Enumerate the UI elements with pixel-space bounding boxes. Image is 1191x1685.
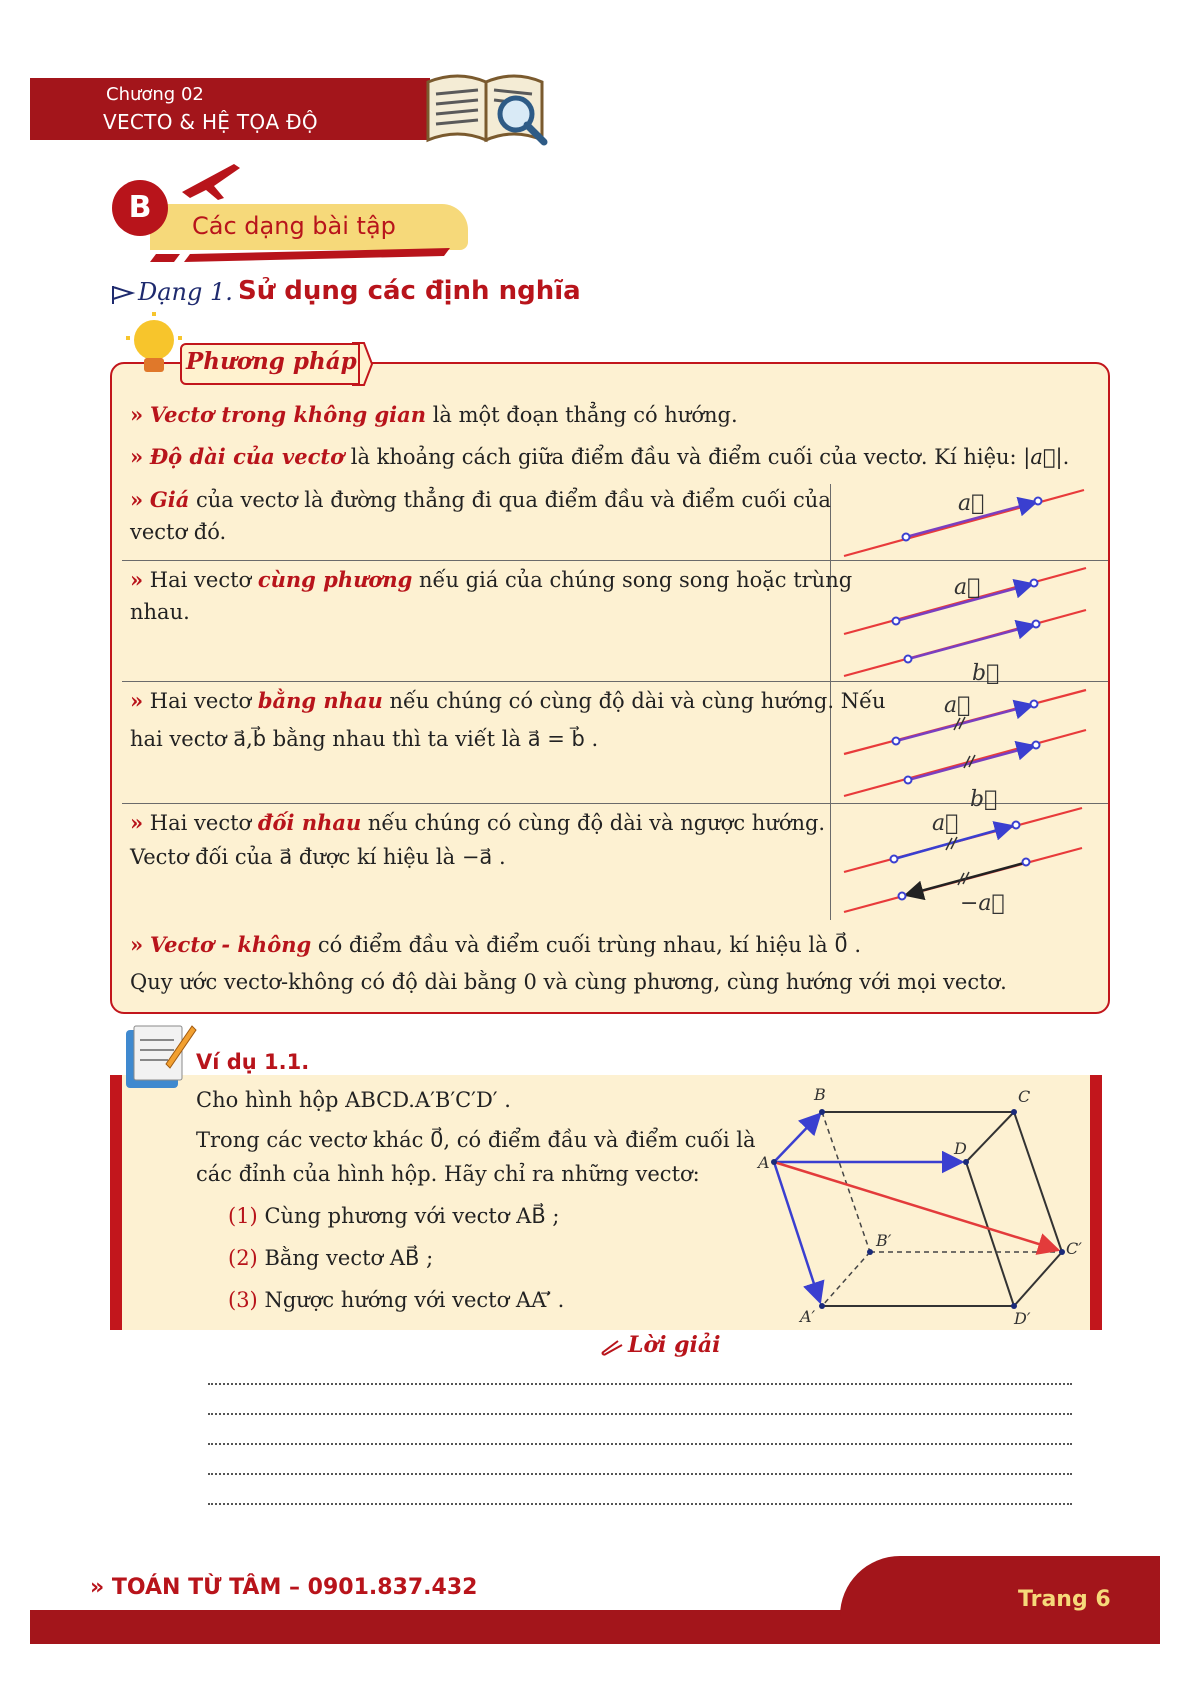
example-left-border: [110, 1075, 122, 1330]
label-a-support: a⃗: [958, 491, 985, 516]
flag-icon: [110, 284, 136, 306]
example-item-3: [228, 1288, 564, 1312]
form-label: Dạng 1.: [138, 278, 233, 306]
def-length-text: là khoảng cách giữa điểm đầu và điểm cuối của vectơ. Kí hiệu:: [344, 445, 1024, 469]
pen-icon: [600, 1337, 624, 1357]
bullet: »: [130, 444, 144, 469]
term-vector: Vectơ trong không gian: [149, 402, 427, 427]
chapter-label: Chương 02: [106, 84, 204, 105]
answer-line: [208, 1412, 1072, 1415]
vertex-C-prime: C′: [1066, 1239, 1082, 1258]
collinear-figure: [844, 568, 1086, 686]
label-a-collinear: a⃗: [954, 575, 981, 600]
section-underline-decoration: [150, 248, 450, 264]
bullet: »: [130, 932, 144, 957]
parallelepiped-figure: [752, 1086, 1082, 1326]
def-collinear-line1: [130, 567, 852, 592]
def-vector-text: là một đoạn thẳng có hướng.: [426, 403, 738, 427]
item-number: (1): [228, 1204, 258, 1228]
vertex-B-prime: B′: [876, 1231, 892, 1250]
support-figure: [844, 490, 1084, 556]
term-length: Độ dài của vectơ: [149, 444, 345, 469]
bullet: »: [130, 567, 144, 592]
example-item-1: [228, 1204, 559, 1228]
example-line1: Cho hình hộp ABCD.A′B′C′D′ .: [196, 1088, 511, 1112]
section-title: Các dạng bài tập: [192, 212, 396, 240]
form-title: Sử dụng các định nghĩa: [238, 276, 581, 306]
vertex-D-prime: D′: [1014, 1309, 1031, 1326]
def-equal-line2: hai vectơ a⃗,b⃗ bằng nhau thì ta viết là a⃗ = b⃗ .: [130, 727, 599, 751]
def-zero-text: có điểm đầu và điểm cuối trùng nhau, kí hiệu là 0⃗ .: [311, 933, 862, 957]
def-collinear-pre: Hai vectơ: [143, 568, 258, 592]
label-a-equal: a⃗: [944, 693, 971, 718]
answer-line: [208, 1472, 1072, 1475]
method-label: Phương pháp: [186, 348, 357, 375]
def-opposite-pre: Hai vectơ: [143, 811, 258, 835]
vertex-B: B: [814, 1086, 826, 1104]
def-support-text: của vectơ là đường thẳng đi qua điểm đầu và điểm cuối của: [189, 488, 831, 512]
plane-icon: [176, 158, 246, 202]
bullet: »: [130, 487, 144, 512]
label-b-equal: b⃗: [970, 787, 998, 812]
label-a-opposite: a⃗: [932, 811, 959, 836]
item-text: Ngược hướng với vectơ AA′⃗ .: [264, 1288, 565, 1312]
term-support: Giá: [149, 487, 190, 512]
vertex-C: C: [1018, 1087, 1031, 1106]
term-collinear: cùng phương: [257, 567, 413, 592]
def-equal-pre: Hai vectơ: [143, 689, 258, 713]
answer-line: [208, 1502, 1072, 1505]
example-right-border: [1090, 1075, 1102, 1330]
label-neg-a: −a⃗: [960, 891, 1005, 916]
example-item-2: [228, 1246, 433, 1270]
vertex-A-prime: A′: [800, 1307, 816, 1326]
footer-page-tab: [840, 1556, 1160, 1626]
def-equal-line1: [130, 688, 886, 713]
bullet: »: [130, 810, 144, 835]
length-symbol: |a⃗|: [1023, 445, 1063, 469]
item-number: (2): [228, 1246, 258, 1270]
book-magnifier-icon: [420, 52, 555, 152]
footer-brand: » TOÁN TỪ TÂM – 0901.837.432: [90, 1575, 478, 1600]
lightbulb-icon: [118, 310, 188, 382]
answer-line: [208, 1382, 1072, 1385]
item-text: Cùng phương với vectơ AB⃗ ;: [264, 1204, 560, 1228]
def-support-line1: [130, 487, 831, 512]
vertex-A: A: [758, 1153, 770, 1172]
def-equal-text: nếu chúng có cùng độ dài và cùng hướng. Nếu: [382, 689, 886, 713]
solution-label: Lời giải: [628, 1332, 721, 1358]
vertex-D: D: [954, 1139, 967, 1158]
term-zero-vector: Vectơ - không: [149, 932, 312, 957]
answer-line: [208, 1442, 1072, 1445]
notebook-pencil-icon: [118, 1018, 198, 1094]
def-vector: [130, 402, 738, 427]
def-opposite-line2: Vectơ đối của a⃗ được kí hiệu là −a⃗ .: [130, 845, 506, 869]
def-length-end: .: [1062, 445, 1070, 469]
def-zero-vector: [130, 932, 861, 957]
bullet: »: [130, 688, 144, 713]
convention-text: Quy ước vectơ-không có độ dài bằng 0 và cùng phương, cùng hướng với mọi vectơ.: [130, 970, 1007, 994]
item-text: Bằng vectơ AB⃗ ;: [264, 1246, 434, 1270]
def-collinear-text: nếu giá của chúng song song hoặc trùng: [412, 568, 853, 592]
section-letter-badge: B: [112, 180, 168, 236]
example-label: Ví dụ 1.1.: [196, 1050, 310, 1074]
example-line3: các đỉnh của hình hộp. Hãy chỉ ra những vectơ:: [196, 1162, 700, 1186]
def-opposite-text: nếu chúng có cùng độ dài và ngược hướng.: [361, 811, 826, 835]
chapter-title: VECTO & HỆ TỌA ĐỘ: [103, 110, 318, 134]
def-support-line2: vectơ đó.: [130, 520, 227, 544]
page-number: Trang 6: [1018, 1587, 1111, 1612]
term-opposite: đối nhau: [257, 810, 362, 835]
def-length: [130, 444, 1069, 469]
term-equal: bằng nhau: [257, 688, 383, 713]
vector-figures: [836, 484, 1096, 916]
item-number: (3): [228, 1288, 258, 1312]
equal-figure: [844, 690, 1086, 812]
def-collinear-line2: nhau.: [130, 600, 190, 624]
bullet: »: [130, 402, 144, 427]
def-opposite-line1: [130, 810, 825, 835]
example-line2: Trong các vectơ khác 0⃗, có điểm đầu và điểm cuối là: [196, 1128, 756, 1152]
label-b-collinear: b⃗: [972, 661, 1000, 686]
opposite-figure: [844, 808, 1082, 916]
